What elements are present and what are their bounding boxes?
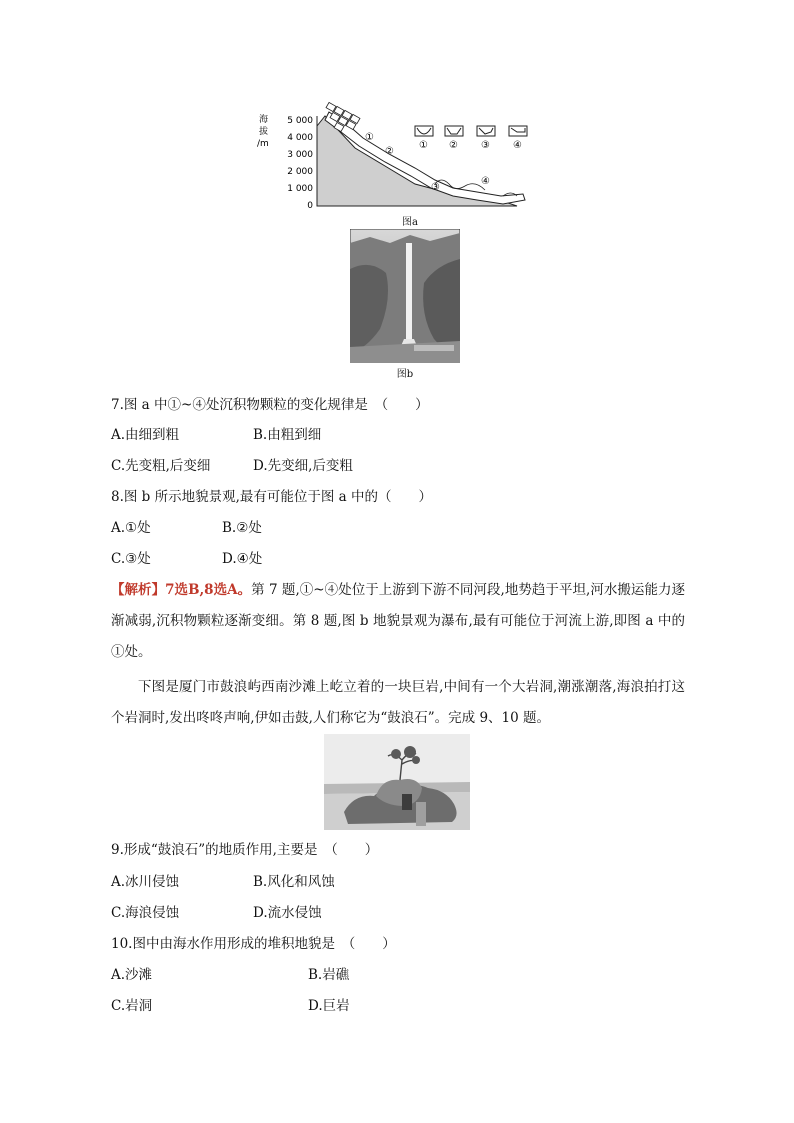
- tick-3000: 3 000: [287, 150, 313, 160]
- figure-a-caption: 图a: [402, 217, 418, 228]
- figure-a-diagram: [255, 96, 545, 216]
- q8-stem: 8.图 b 所示地貌景观,最有可能位于图 a 中的（ ）: [111, 489, 433, 505]
- section-label-4: ④: [513, 140, 522, 151]
- marker-4: ④: [481, 176, 490, 187]
- q8-option-c: C.③处: [111, 551, 151, 567]
- q10-option-d: D.巨岩: [308, 998, 350, 1014]
- q8-option-d: D.④处: [222, 551, 263, 567]
- q7-option-d: D.先变细,后变粗: [253, 458, 353, 474]
- analysis-tag: 【解析】: [111, 582, 166, 598]
- q9-option-b: B.风化和风蚀: [253, 874, 335, 890]
- q7-option-a: A.由细到粗: [111, 427, 180, 443]
- q10-option-b: B.岩礁: [308, 967, 350, 983]
- tick-1000: 1 000: [287, 184, 313, 194]
- q8-option-b: B.②处: [222, 520, 262, 536]
- marker-1: ①: [365, 132, 374, 143]
- waterfall-photo: [350, 229, 460, 363]
- gulang-rock-photo: [324, 734, 470, 830]
- q10-option-a: A.沙滩: [111, 967, 153, 983]
- figure-a-ylabel-1: 海: [259, 115, 269, 125]
- tick-4000: 4 000: [287, 133, 313, 143]
- q9-option-a: A.冰川侵蚀: [111, 874, 180, 890]
- q7-option-b: B.由粗到细: [253, 427, 322, 443]
- q9-option-c: C.海浪侵蚀: [111, 905, 180, 921]
- q7-option-c: C.先变粗,后变细: [111, 458, 211, 474]
- tick-2000: 2 000: [287, 167, 313, 177]
- q9-stem: 9.形成“鼓浪石”的地质作用,主要是 （ ）: [111, 842, 379, 858]
- analysis-block: [111, 575, 685, 668]
- tick-0: 0: [307, 201, 313, 211]
- marker-3: ③: [431, 182, 440, 193]
- section-label-1: ①: [419, 140, 428, 151]
- q8-option-a: A.①处: [111, 520, 151, 536]
- figure-b-caption: 图b: [396, 369, 414, 380]
- marker-2: ②: [385, 146, 394, 157]
- q10-option-c: C.岩洞: [111, 998, 153, 1014]
- figure-a-ylabel-2: 拔: [259, 127, 269, 137]
- cross-section-icons: [415, 126, 527, 136]
- q10-stem: 10.图中由海水作用形成的堆积地貌是 （ ）: [111, 936, 396, 952]
- intro-paragraph: 下图是厦门市鼓浪屿西南沙滩上屹立着的一块巨岩,中间有一个大岩洞,潮涨潮落,海浪拍打这个岩洞时,发出咚咚声响,伊如击鼓,人们称它为“鼓浪石”。完成 9、10 题。: [111, 679, 685, 726]
- figure-a-ylabel-3: /m: [257, 139, 269, 149]
- section-label-3: ③: [481, 140, 490, 151]
- analysis-answer: 7选B,8选A。: [165, 582, 252, 598]
- q7-stem: 7.图 a 中①~④处沉积物颗粒的变化规律是 （ ）: [111, 397, 429, 413]
- tick-5000: 5 000: [287, 116, 313, 126]
- analysis-text: 第 7 题,①~④处位于上游到下游不同河段,地势趋于平坦,河水搬运能力逐渐减弱,沉积物颗粒逐渐变细。第 8 题,图 b 地貌景观为瀑布,最有可能位于河流上游,即图 a 中的①处。: [111, 582, 686, 660]
- section-label-2: ②: [449, 140, 458, 151]
- q9-option-d: D.流水侵蚀: [253, 905, 322, 921]
